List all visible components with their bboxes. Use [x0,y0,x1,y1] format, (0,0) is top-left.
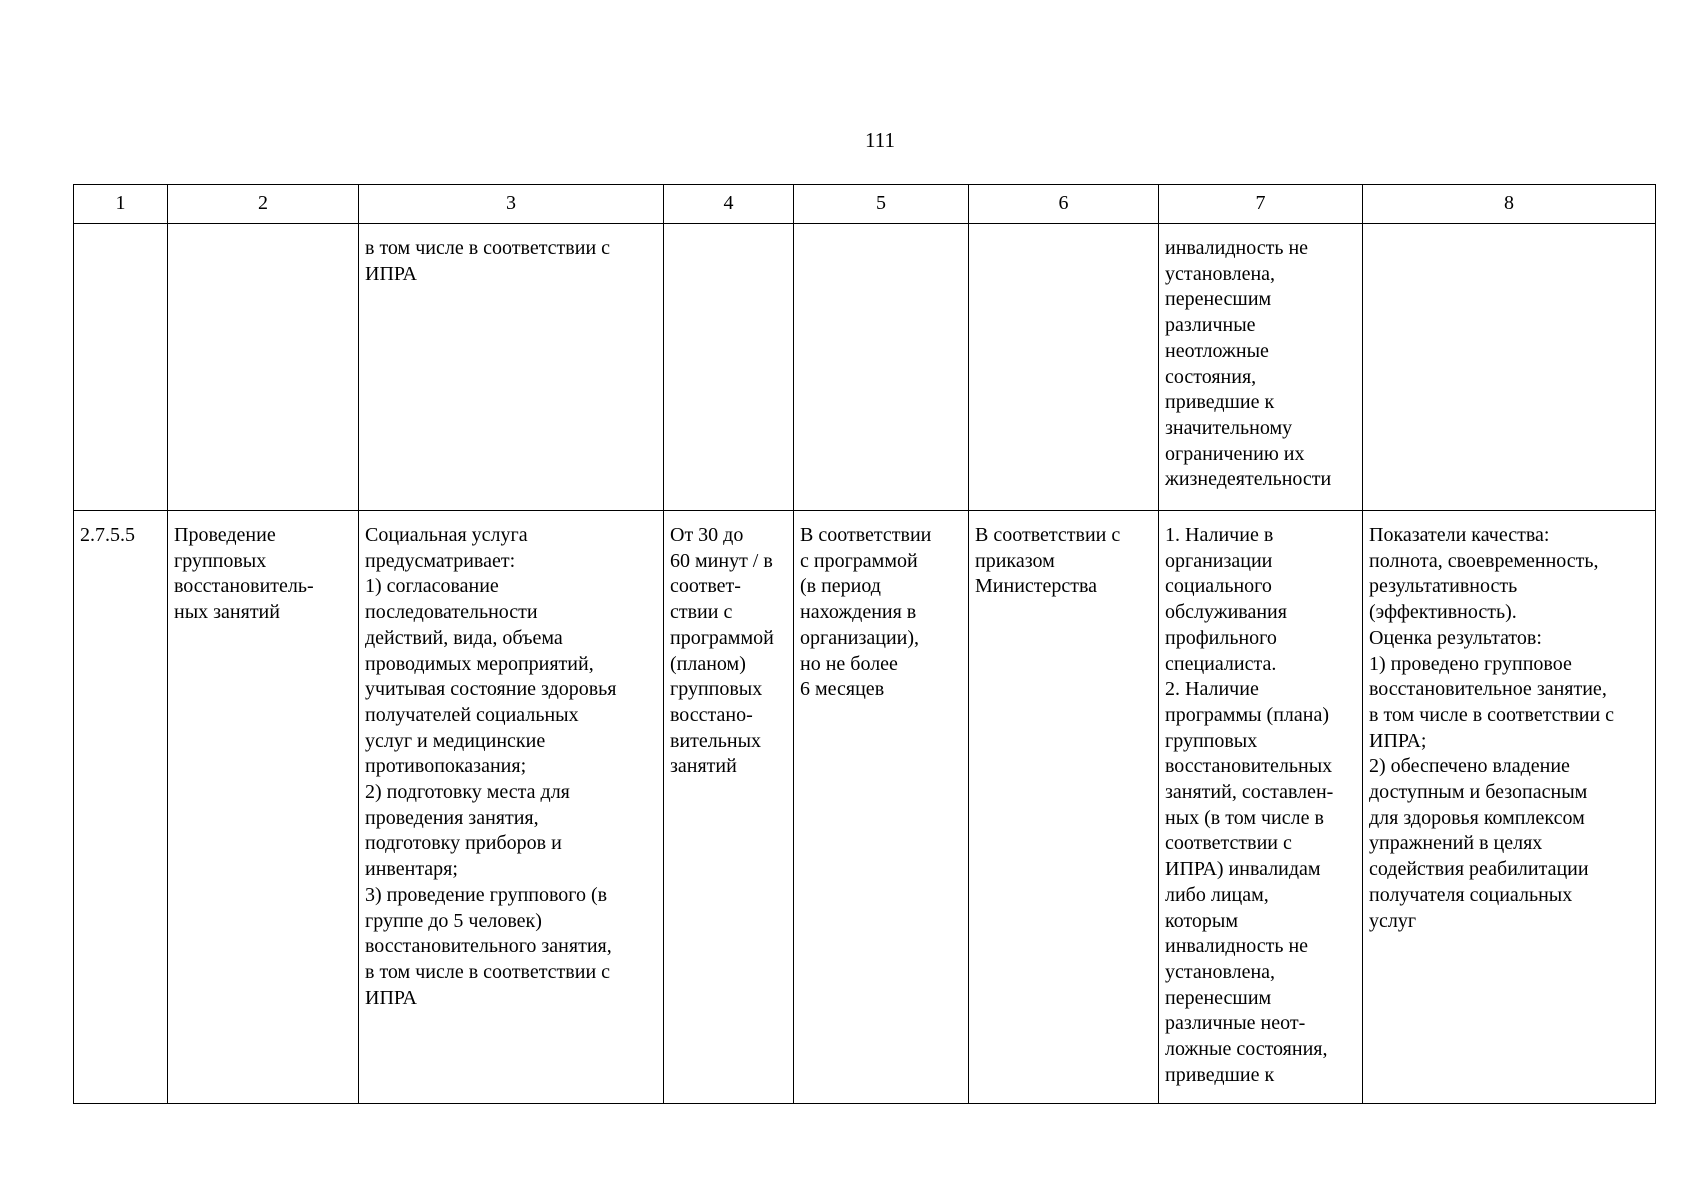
cell-text-line: 6 месяцев [800,678,885,701]
cell-text-line: В соответствии с [975,524,1121,546]
cell-text-line: В соответствии [800,524,932,546]
cell-text-line: неотложные [1165,339,1269,362]
cell-text-line: установлена, [1165,262,1276,285]
cell-text-line: учитывая состояние здоровья [365,678,617,701]
cell-text-line: проводимых мероприятий, [365,652,594,675]
cell-text-line: инвалидность не [1165,935,1309,958]
cell-text-line: которым [1165,909,1239,932]
cell-text-line: 60 минут / в [670,549,773,572]
cell-text-line: нахождения в [800,601,917,624]
cell-text-line: для здоровья комплексом [1369,806,1585,829]
cell-text-line: обслуживания [1165,601,1287,624]
cell-text-line: ограничению их [1165,442,1305,465]
cell-text-line: услуг и медицинские [365,729,546,752]
page-number: 111 [865,128,895,152]
cell-text-line: групповых [1165,729,1258,752]
cell-number [74,224,168,511]
cell-text-line: (планом) [670,652,746,675]
cell-text-line: упражнений в целях [1369,832,1543,855]
cell-service-name [168,511,359,1104]
cell-text-line: но не более [800,652,898,675]
cell-text-line: действий, вида, объема [365,626,563,649]
cell-text-line: социального [1165,575,1272,598]
cell-quality-indicators [1363,511,1656,1104]
cell-text-line: восстановительного занятия, [365,935,612,958]
cell-text-line: различные неот- [1165,1012,1306,1035]
cell-text-line: жизнедеятельности [1165,468,1332,491]
cell-text-line: инвентаря; [365,858,458,881]
cell-text-line: соответ- [670,575,741,598]
cell-text-line: группе до 5 человек) [365,909,542,932]
cell-text-line: 2) обеспечено владение [1369,755,1570,778]
header-col-5: 5 [794,185,969,224]
cell-conditions [1159,224,1363,511]
table-row-continuation [74,224,1656,511]
cell-conditions [1159,511,1363,1104]
cell-text-line: программы (плана) [1165,703,1329,726]
cell-text-line: 1. Наличие в [1165,524,1274,546]
cell-text-line: ных занятий [174,601,280,624]
cell-text-line: соответствии с [1165,832,1292,855]
cell-text-line: в том числе в соответствии с [1369,703,1615,726]
cell-text-line: ИПРА [365,986,417,1009]
cell-text-line: Министерства [975,575,1098,598]
cell-text-line: ствии с [670,601,733,624]
cell-text-line: в том числе в соответствии с [365,960,611,983]
cell-duration [664,224,794,511]
cell-text-line: подготовку приборов и [365,832,562,855]
cell-text-line: специалиста. [1165,652,1277,675]
header-col-6: 6 [969,185,1159,224]
cell-text-line: ложные состояния, [1165,1038,1328,1061]
cell-text-line: установлена, [1165,960,1276,983]
cell-text-line: предусматривает: [365,549,516,572]
cell-text-line: ИПРА; [1369,729,1427,752]
cell-text-line: восстано- [670,703,753,726]
cell-text-line: организации), [800,626,920,649]
cell-text-line: 2.7.5.5 [80,524,135,546]
cell-text-line: с программой [800,549,918,572]
cell-text-line: организации [1165,549,1273,572]
cell-duration [664,511,794,1104]
cell-text-line: восстановительное занятие, [1369,678,1607,701]
cell-text-line: (эффективность). [1369,601,1517,624]
cell-text-line: вительных [670,729,762,752]
cell-text-line: в том числе в соответствии с [365,237,611,259]
cell-text-line: получателя социальных [1369,883,1573,906]
cell-text-line: значительному [1165,416,1293,439]
cell-text-line: услуг [1369,909,1417,932]
cell-text-line: либо лицам, [1165,883,1269,906]
cell-text-line: доступным и безопасным [1369,781,1588,804]
cell-text-line: приведшие к [1165,391,1275,414]
cell-text-line: приказом [975,549,1055,572]
cell-text-line: Проведение [174,524,276,546]
cell-text-line: Оценка результатов: [1369,626,1542,649]
cell-text-line: 1) согласование [365,575,499,598]
cell-text-line: профильного [1165,626,1277,649]
cell-tariff [969,511,1159,1104]
cell-number [74,511,168,1104]
cell-text-line: ных (в том числе в [1165,806,1324,829]
cell-text-line: ИПРА [365,262,417,285]
header-col-1: 1 [74,185,168,224]
cell-text-line: восстановитель- [174,575,314,598]
cell-text-line: 3) проведение группового (в [365,883,608,906]
cell-text-line: содействия реабилитации [1369,858,1589,881]
cell-quality-indicators [1363,224,1656,511]
cell-text-line: Социальная услуга [365,524,528,546]
cell-text-line: 2) подготовку места для [365,781,570,804]
cell-text-line: проведения занятия, [365,806,539,829]
cell-service-name [168,224,359,511]
cell-text-line: различные [1165,314,1256,337]
cell-text-line: групповых [670,678,763,701]
cell-text-line: занятий, составлен- [1165,781,1334,804]
table-row-2-7-5-5 [74,511,1656,1104]
cell-text-line: полнота, своевременность, [1369,549,1599,572]
header-row [74,185,1656,224]
cell-description [359,511,664,1104]
cell-period [794,511,969,1104]
cell-text-line: состояния, [1165,365,1257,388]
cell-period [794,224,969,511]
header-col-4: 4 [664,185,794,224]
cell-text-line: От 30 до [670,524,744,546]
cell-text-line: приведшие к [1165,1063,1275,1086]
cell-text-line: 1) проведено групповое [1369,652,1572,675]
cell-text-line: программой [670,626,774,649]
header-col-8: 8 [1363,185,1656,224]
cell-text-line: противопоказания; [365,755,527,778]
header-col-3: 3 [359,185,664,224]
cell-text-line: (в период [800,575,881,598]
cell-text-line: 2. Наличие [1165,678,1259,701]
cell-text-line: инвалидность не [1165,237,1309,259]
cell-text-line: занятий [670,755,737,778]
header-col-7: 7 [1159,185,1363,224]
cell-text-line: последовательности [365,601,538,624]
cell-text-line: восстановительных [1165,755,1333,778]
cell-text-line: Показатели качества: [1369,524,1550,546]
cell-text-line: перенесшим [1165,986,1272,1009]
cell-text-line: ИПРА) инвалидам [1165,858,1321,881]
cell-text-line: перенесшим [1165,288,1272,311]
header-col-2: 2 [168,185,359,224]
cell-text-line: групповых [174,549,267,572]
cell-tariff [969,224,1159,511]
cell-text-line: получателей социальных [365,703,579,726]
services-table [73,184,1656,1104]
cell-description [359,224,664,511]
cell-text-line: результативность [1369,575,1518,598]
